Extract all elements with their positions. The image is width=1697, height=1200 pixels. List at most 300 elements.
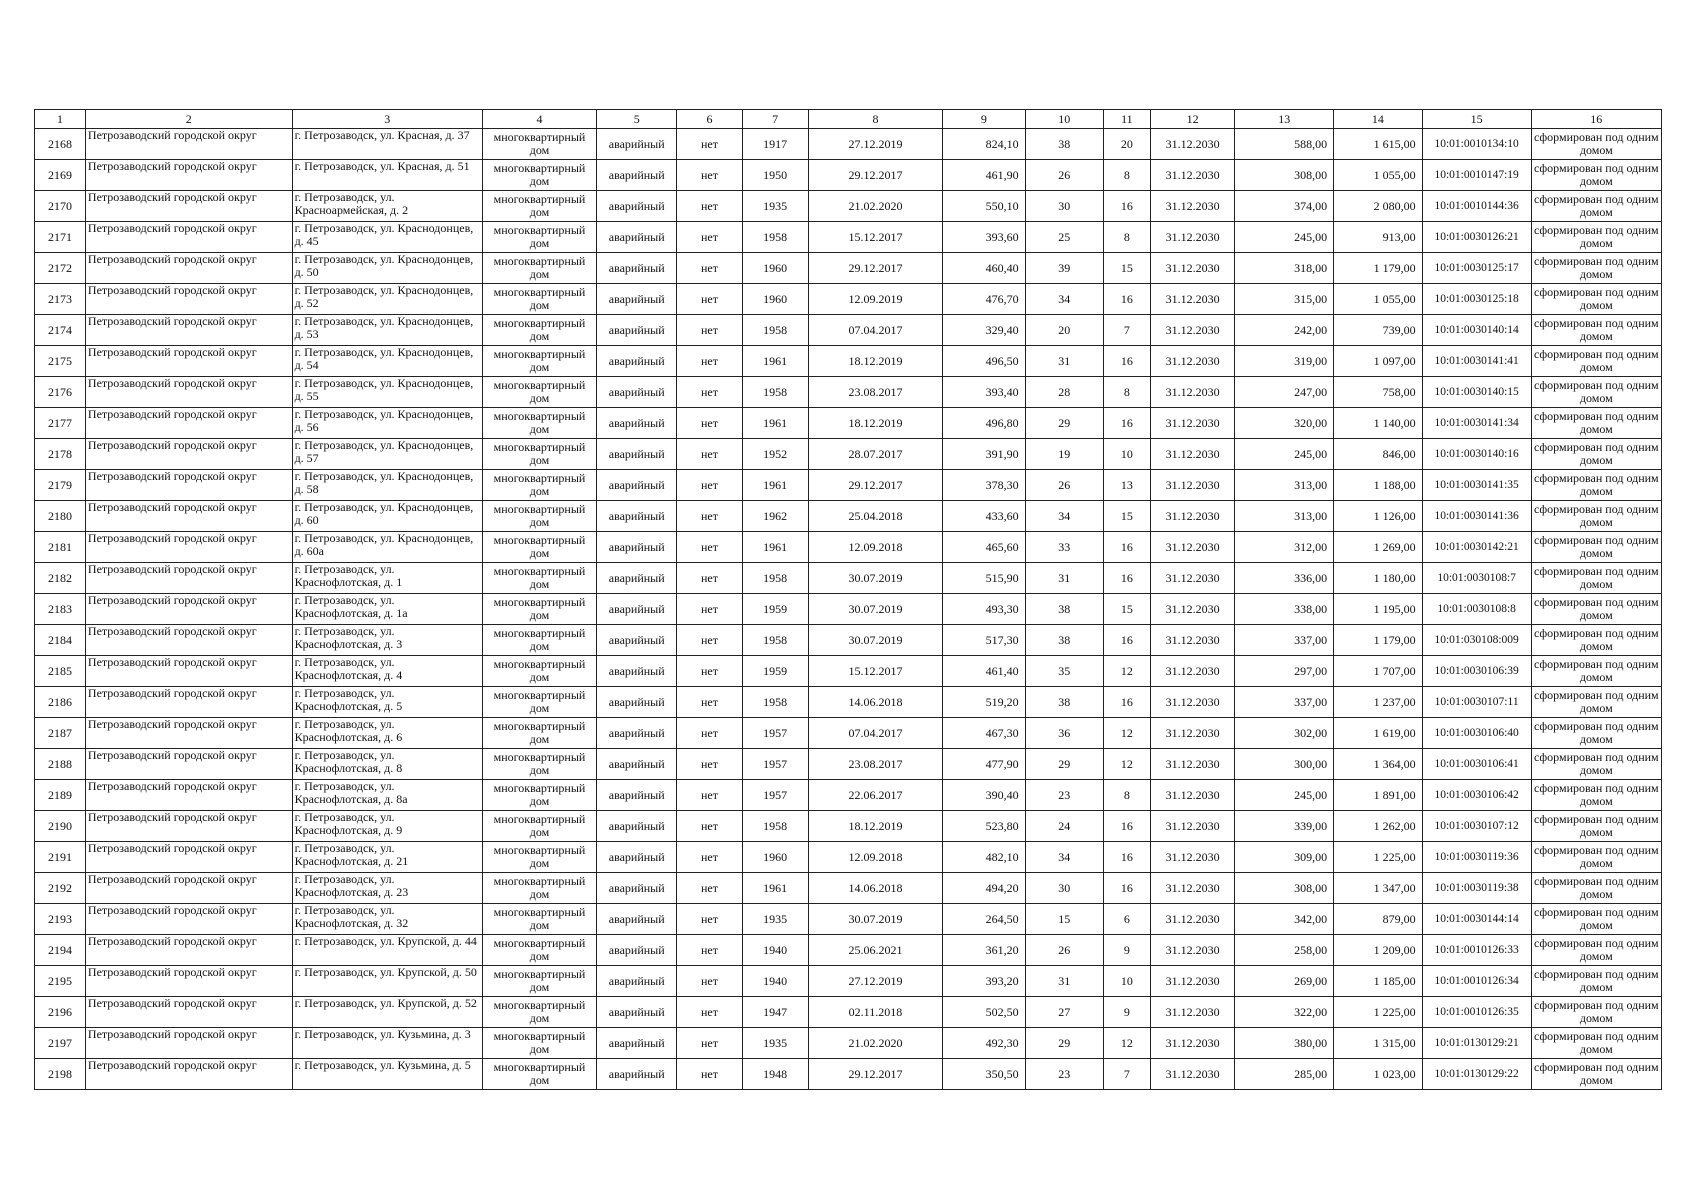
cell-plot-status: сформирован под одним домом [1531, 842, 1661, 873]
cell-plot-status: сформирован под одним домом [1531, 346, 1661, 377]
table-row [35, 842, 1662, 873]
cell-plot-status: сформирован под одним домом [1531, 780, 1661, 811]
cell-build-year: 1959 [742, 656, 808, 687]
register-sheet [34, 109, 1662, 1090]
cell-residents: 19 [1025, 439, 1103, 470]
cell-flats: 7 [1104, 315, 1151, 346]
cell-total-area: 465,60 [943, 532, 1025, 563]
cell-cadastral-number: 10:01:0030108:8 [1422, 594, 1531, 625]
cell-plot-status: сформирован под одним домом [1531, 222, 1661, 253]
cell-resettlement-date: 31.12.2030 [1150, 253, 1235, 284]
cell-house-type: многоквартирный дом [482, 904, 596, 935]
cell-row-number: 2186 [35, 687, 86, 718]
cell-house-type: многоквартирный дом [482, 160, 596, 191]
cell-row-number: 2178 [35, 439, 86, 470]
cell-house-type: многоквартирный дом [482, 749, 596, 780]
cell-land-area: 309,00 [1235, 842, 1334, 873]
cell-plot-status: сформирован под одним домом [1531, 439, 1661, 470]
cell-flats: 16 [1104, 532, 1151, 563]
cell-house-type: многоквартирный дом [482, 501, 596, 532]
cell-flats: 16 [1104, 191, 1151, 222]
cell-total-area: 461,40 [943, 656, 1025, 687]
cell-plot-status: сформирован под одним домом [1531, 377, 1661, 408]
cell-land-area: 300,00 [1235, 749, 1334, 780]
cell-municipality: Петрозаводский городской округ [85, 563, 292, 594]
table-row [35, 284, 1662, 315]
cell-build-year: 1960 [742, 842, 808, 873]
cell-recognition-date: 29.12.2017 [808, 253, 942, 284]
cell-land-plot-area: 913,00 [1334, 222, 1423, 253]
cell-residents: 31 [1025, 346, 1103, 377]
table-row [35, 377, 1662, 408]
cell-land-area: 380,00 [1235, 1028, 1334, 1059]
cell-total-area: 378,30 [943, 470, 1025, 501]
cell-municipality: Петрозаводский городской округ [85, 129, 292, 160]
cell-resettlement-date: 31.12.2030 [1150, 284, 1235, 315]
cell-build-year: 1947 [742, 997, 808, 1028]
cell-house-type: многоквартирный дом [482, 842, 596, 873]
cell-resettlement-date: 31.12.2030 [1150, 749, 1235, 780]
cell-address: г. Петрозаводск, ул. Краснодонцев, д. 54 [292, 346, 482, 377]
cell-land-area: 313,00 [1235, 501, 1334, 532]
cell-flats: 16 [1104, 408, 1151, 439]
cell-land-plot-area: 1 179,00 [1334, 253, 1423, 284]
cell-row-number: 2176 [35, 377, 86, 408]
cell-recognition-date: 15.12.2017 [808, 222, 942, 253]
cell-address: г. Петрозаводск, ул. Краснофлотская, д. 8а [292, 780, 482, 811]
cell-address: г. Петрозаводск, ул. Краснофлотская, д. 23 [292, 873, 482, 904]
cell-recognition-date: 12.09.2018 [808, 532, 942, 563]
cell-land-area: 258,00 [1235, 935, 1334, 966]
cell-municipality: Петрозаводский городской округ [85, 222, 292, 253]
cell-land-plot-area: 2 080,00 [1334, 191, 1423, 222]
cell-build-year: 1958 [742, 222, 808, 253]
cell-residents: 34 [1025, 501, 1103, 532]
cell-row-number: 2175 [35, 346, 86, 377]
cell-residents: 34 [1025, 284, 1103, 315]
cell-flats: 16 [1104, 873, 1151, 904]
cell-recognition-date: 29.12.2017 [808, 1059, 942, 1090]
cell-resettlement-date: 31.12.2030 [1150, 718, 1235, 749]
cell-plot-status: сформирован под одним домом [1531, 873, 1661, 904]
cell-flag: нет [677, 377, 742, 408]
column-number-header [35, 110, 1662, 129]
cell-address: г. Петрозаводск, ул. Красная, д. 37 [292, 129, 482, 160]
column-header-11: 11 [1104, 110, 1151, 129]
cell-address: г. Петрозаводск, ул. Краснодонцев, д. 53 [292, 315, 482, 346]
cell-row-number: 2172 [35, 253, 86, 284]
cell-house-status: аварийный [597, 687, 677, 718]
cell-build-year: 1958 [742, 625, 808, 656]
cell-total-area: 391,90 [943, 439, 1025, 470]
table-body [35, 129, 1662, 1090]
table-row [35, 718, 1662, 749]
cell-plot-status: сформирован под одним домом [1531, 625, 1661, 656]
cell-build-year: 1917 [742, 129, 808, 160]
cell-municipality: Петрозаводский городской округ [85, 811, 292, 842]
cell-residents: 35 [1025, 656, 1103, 687]
cell-total-area: 496,80 [943, 408, 1025, 439]
cell-land-plot-area: 1 347,00 [1334, 873, 1423, 904]
cell-land-plot-area: 1 269,00 [1334, 532, 1423, 563]
cell-build-year: 1961 [742, 408, 808, 439]
cell-house-status: аварийный [597, 470, 677, 501]
cell-house-type: многоквартирный дом [482, 966, 596, 997]
cell-flats: 16 [1104, 811, 1151, 842]
cell-address: г. Петрозаводск, ул. Краснофлотская, д. 9 [292, 811, 482, 842]
cell-resettlement-date: 31.12.2030 [1150, 222, 1235, 253]
cell-address: г. Петрозаводск, ул. Краснофлотская, д. 6 [292, 718, 482, 749]
cell-resettlement-date: 31.12.2030 [1150, 501, 1235, 532]
cell-row-number: 2181 [35, 532, 86, 563]
cell-plot-status: сформирован под одним домом [1531, 718, 1661, 749]
cell-resettlement-date: 31.12.2030 [1150, 811, 1235, 842]
cell-address: г. Петрозаводск, ул. Краснодонцев, д. 56 [292, 408, 482, 439]
cell-plot-status: сформирован под одним домом [1531, 563, 1661, 594]
cell-resettlement-date: 31.12.2030 [1150, 780, 1235, 811]
cell-address: г. Петрозаводск, ул. Краснофлотская, д. 5 [292, 687, 482, 718]
cell-residents: 38 [1025, 129, 1103, 160]
cell-flag: нет [677, 1028, 742, 1059]
cell-build-year: 1940 [742, 935, 808, 966]
cell-flats: 8 [1104, 377, 1151, 408]
cell-residents: 24 [1025, 811, 1103, 842]
cell-recognition-date: 28.07.2017 [808, 439, 942, 470]
table-row [35, 129, 1662, 160]
cell-flag: нет [677, 253, 742, 284]
cell-house-status: аварийный [597, 532, 677, 563]
cell-land-plot-area: 739,00 [1334, 315, 1423, 346]
cell-cadastral-number: 10:01:0030119:38 [1422, 873, 1531, 904]
cell-municipality: Петрозаводский городской округ [85, 284, 292, 315]
cell-flag: нет [677, 656, 742, 687]
cell-land-area: 297,00 [1235, 656, 1334, 687]
cell-house-status: аварийный [597, 439, 677, 470]
cell-plot-status: сформирован под одним домом [1531, 284, 1661, 315]
cell-flag: нет [677, 470, 742, 501]
cell-row-number: 2188 [35, 749, 86, 780]
cell-total-area: 264,50 [943, 904, 1025, 935]
cell-land-plot-area: 879,00 [1334, 904, 1423, 935]
cell-land-plot-area: 758,00 [1334, 377, 1423, 408]
table-row [35, 222, 1662, 253]
cell-municipality: Петрозаводский городской округ [85, 470, 292, 501]
cell-row-number: 2182 [35, 563, 86, 594]
cell-build-year: 1950 [742, 160, 808, 191]
table-row [35, 253, 1662, 284]
cell-land-area: 242,00 [1235, 315, 1334, 346]
cell-municipality: Петрозаводский городской округ [85, 997, 292, 1028]
cell-house-status: аварийный [597, 160, 677, 191]
cell-address: г. Петрозаводск, ул. Краснофлотская, д. 8 [292, 749, 482, 780]
column-header-14: 14 [1334, 110, 1423, 129]
cell-address: г. Петрозаводск, ул. Краснофлотская, д. 21 [292, 842, 482, 873]
cell-address: г. Петрозаводск, ул. Краснофлотская, д. 32 [292, 904, 482, 935]
cell-land-plot-area: 1 225,00 [1334, 997, 1423, 1028]
cell-land-area: 320,00 [1235, 408, 1334, 439]
cell-address: г. Петрозаводск, ул. Красноармейская, д. 2 [292, 191, 482, 222]
table-row [35, 625, 1662, 656]
cell-municipality: Петрозаводский городской округ [85, 594, 292, 625]
cell-land-area: 269,00 [1235, 966, 1334, 997]
cell-total-area: 482,10 [943, 842, 1025, 873]
cell-flag: нет [677, 842, 742, 873]
table-row [35, 594, 1662, 625]
cell-row-number: 2192 [35, 873, 86, 904]
cell-land-plot-area: 1 140,00 [1334, 408, 1423, 439]
cell-house-status: аварийный [597, 780, 677, 811]
cell-land-area: 308,00 [1235, 873, 1334, 904]
cell-house-type: многоквартирный дом [482, 470, 596, 501]
cell-recognition-date: 23.08.2017 [808, 749, 942, 780]
cell-build-year: 1957 [742, 780, 808, 811]
cell-cadastral-number: 10:01:0030108:7 [1422, 563, 1531, 594]
cell-flag: нет [677, 563, 742, 594]
cell-total-area: 517,30 [943, 625, 1025, 656]
cell-house-status: аварийный [597, 191, 677, 222]
cell-house-status: аварийный [597, 811, 677, 842]
cell-row-number: 2174 [35, 315, 86, 346]
cell-build-year: 1958 [742, 563, 808, 594]
column-header-8: 8 [808, 110, 942, 129]
cell-recognition-date: 18.12.2019 [808, 408, 942, 439]
cell-flats: 9 [1104, 997, 1151, 1028]
cell-residents: 38 [1025, 594, 1103, 625]
cell-cadastral-number: 10:01:0030107:11 [1422, 687, 1531, 718]
cell-house-type: многоквартирный дом [482, 935, 596, 966]
cell-land-plot-area: 1 023,00 [1334, 1059, 1423, 1090]
cell-row-number: 2194 [35, 935, 86, 966]
cell-row-number: 2168 [35, 129, 86, 160]
cell-land-area: 374,00 [1235, 191, 1334, 222]
cell-address: г. Петрозаводск, ул. Краснодонцев, д. 58 [292, 470, 482, 501]
cell-total-area: 493,30 [943, 594, 1025, 625]
table-row [35, 191, 1662, 222]
cell-recognition-date: 07.04.2017 [808, 315, 942, 346]
cell-house-status: аварийный [597, 377, 677, 408]
cell-land-plot-area: 1 185,00 [1334, 966, 1423, 997]
cell-residents: 28 [1025, 377, 1103, 408]
cell-flats: 8 [1104, 222, 1151, 253]
cell-build-year: 1935 [742, 1028, 808, 1059]
cell-plot-status: сформирован под одним домом [1531, 1028, 1661, 1059]
cell-row-number: 2195 [35, 966, 86, 997]
cell-flag: нет [677, 904, 742, 935]
cell-total-area: 502,50 [943, 997, 1025, 1028]
cell-house-type: многоквартирный дом [482, 129, 596, 160]
table-row [35, 966, 1662, 997]
cell-land-area: 312,00 [1235, 532, 1334, 563]
cell-plot-status: сформирован под одним домом [1531, 904, 1661, 935]
cell-land-area: 338,00 [1235, 594, 1334, 625]
cell-residents: 25 [1025, 222, 1103, 253]
cell-house-type: многоквартирный дом [482, 625, 596, 656]
cell-row-number: 2180 [35, 501, 86, 532]
cell-land-area: 245,00 [1235, 780, 1334, 811]
cell-recognition-date: 22.06.2017 [808, 780, 942, 811]
cell-flag: нет [677, 594, 742, 625]
cell-row-number: 2183 [35, 594, 86, 625]
cell-cadastral-number: 10:01:0030140:14 [1422, 315, 1531, 346]
table-row [35, 160, 1662, 191]
cell-recognition-date: 18.12.2019 [808, 811, 942, 842]
cell-resettlement-date: 31.12.2030 [1150, 1028, 1235, 1059]
cell-recognition-date: 14.06.2018 [808, 873, 942, 904]
cell-recognition-date: 29.12.2017 [808, 470, 942, 501]
cell-flats: 16 [1104, 563, 1151, 594]
cell-flats: 15 [1104, 253, 1151, 284]
cell-land-plot-area: 1 195,00 [1334, 594, 1423, 625]
table-row [35, 904, 1662, 935]
cell-house-type: многоквартирный дом [482, 594, 596, 625]
cell-plot-status: сформирован под одним домом [1531, 129, 1661, 160]
cell-municipality: Петрозаводский городской округ [85, 718, 292, 749]
cell-municipality: Петрозаводский городской округ [85, 966, 292, 997]
cell-flag: нет [677, 346, 742, 377]
cell-residents: 34 [1025, 842, 1103, 873]
cell-build-year: 1958 [742, 811, 808, 842]
cell-row-number: 2173 [35, 284, 86, 315]
cell-total-area: 492,30 [943, 1028, 1025, 1059]
cell-cadastral-number: 10:01:0010126:33 [1422, 935, 1531, 966]
cell-house-type: многоквартирный дом [482, 656, 596, 687]
cell-total-area: 476,70 [943, 284, 1025, 315]
cell-house-status: аварийный [597, 842, 677, 873]
cell-address: г. Петрозаводск, ул. Краснофлотская, д. 1а [292, 594, 482, 625]
cell-row-number: 2170 [35, 191, 86, 222]
cell-house-type: многоквартирный дом [482, 1028, 596, 1059]
cell-residents: 15 [1025, 904, 1103, 935]
cell-land-plot-area: 1 225,00 [1334, 842, 1423, 873]
cell-plot-status: сформирован под одним домом [1531, 656, 1661, 687]
cell-municipality: Петрозаводский городской округ [85, 656, 292, 687]
cell-total-area: 515,90 [943, 563, 1025, 594]
cell-address: г. Петрозаводск, ул. Крупской, д. 50 [292, 966, 482, 997]
cell-land-plot-area: 1 707,00 [1334, 656, 1423, 687]
cell-land-area: 247,00 [1235, 377, 1334, 408]
cell-land-plot-area: 1 237,00 [1334, 687, 1423, 718]
cell-total-area: 393,20 [943, 966, 1025, 997]
cell-row-number: 2197 [35, 1028, 86, 1059]
cell-row-number: 2187 [35, 718, 86, 749]
cell-address: г. Петрозаводск, ул. Краснодонцев, д. 50 [292, 253, 482, 284]
cell-land-plot-area: 1 179,00 [1334, 625, 1423, 656]
cell-flag: нет [677, 749, 742, 780]
cell-land-area: 315,00 [1235, 284, 1334, 315]
cell-cadastral-number: 10:01:0030141:41 [1422, 346, 1531, 377]
cell-cadastral-number: 10:01:0030107:12 [1422, 811, 1531, 842]
cell-municipality: Петрозаводский городской округ [85, 749, 292, 780]
cell-address: г. Петрозаводск, ул. Кузьмина, д. 5 [292, 1059, 482, 1090]
cell-cadastral-number: 10:01:0130129:21 [1422, 1028, 1531, 1059]
cell-address: г. Петрозаводск, ул. Краснодонцев, д. 52 [292, 284, 482, 315]
cell-house-status: аварийный [597, 284, 677, 315]
cell-flag: нет [677, 408, 742, 439]
cell-recognition-date: 30.07.2019 [808, 594, 942, 625]
column-header-10: 10 [1025, 110, 1103, 129]
cell-recognition-date: 21.02.2020 [808, 1028, 942, 1059]
cell-cadastral-number: 10:01:0030106:41 [1422, 749, 1531, 780]
cell-plot-status: сформирован под одним домом [1531, 191, 1661, 222]
cell-flats: 20 [1104, 129, 1151, 160]
cell-plot-status: сформирован под одним домом [1531, 687, 1661, 718]
cell-cadastral-number: 10:01:0010144:36 [1422, 191, 1531, 222]
table-row [35, 873, 1662, 904]
cell-municipality: Петрозаводский городской округ [85, 160, 292, 191]
cell-build-year: 1961 [742, 873, 808, 904]
cell-house-status: аварийный [597, 625, 677, 656]
cell-address: г. Петрозаводск, ул. Краснодонцев, д. 60а [292, 532, 482, 563]
cell-address: г. Петрозаводск, ул. Краснофлотская, д. 1 [292, 563, 482, 594]
table-row [35, 1059, 1662, 1090]
cell-house-status: аварийный [597, 1059, 677, 1090]
cell-house-type: многоквартирный дом [482, 873, 596, 904]
cell-flag: нет [677, 439, 742, 470]
cell-flats: 15 [1104, 594, 1151, 625]
cell-house-type: многоквартирный дом [482, 253, 596, 284]
cell-residents: 29 [1025, 1028, 1103, 1059]
cell-land-area: 245,00 [1235, 439, 1334, 470]
cell-total-area: 467,30 [943, 718, 1025, 749]
cell-residents: 30 [1025, 191, 1103, 222]
cell-house-status: аварийный [597, 253, 677, 284]
cell-flag: нет [677, 780, 742, 811]
cell-residents: 31 [1025, 966, 1103, 997]
column-header-5: 5 [597, 110, 677, 129]
cell-house-status: аварийный [597, 997, 677, 1028]
cell-flats: 7 [1104, 1059, 1151, 1090]
cell-land-area: 308,00 [1235, 160, 1334, 191]
cell-house-status: аварийный [597, 749, 677, 780]
cell-plot-status: сформирован под одним домом [1531, 997, 1661, 1028]
cell-address: г. Петрозаводск, ул. Кузьмина, д. 3 [292, 1028, 482, 1059]
cell-build-year: 1948 [742, 1059, 808, 1090]
table-row [35, 532, 1662, 563]
cell-municipality: Петрозаводский городской округ [85, 253, 292, 284]
cell-row-number: 2171 [35, 222, 86, 253]
cell-total-area: 494,20 [943, 873, 1025, 904]
cell-resettlement-date: 31.12.2030 [1150, 687, 1235, 718]
cell-build-year: 1960 [742, 253, 808, 284]
cell-recognition-date: 30.07.2019 [808, 563, 942, 594]
cell-municipality: Петрозаводский городской округ [85, 408, 292, 439]
cell-house-status: аварийный [597, 346, 677, 377]
cell-municipality: Петрозаводский городской округ [85, 439, 292, 470]
cell-plot-status: сформирован под одним домом [1531, 470, 1661, 501]
column-header-2: 2 [85, 110, 292, 129]
cell-build-year: 1958 [742, 377, 808, 408]
cell-land-area: 313,00 [1235, 470, 1334, 501]
cell-cadastral-number: 10:01:0010147:19 [1422, 160, 1531, 191]
cell-recognition-date: 27.12.2019 [808, 966, 942, 997]
cell-flag: нет [677, 501, 742, 532]
cell-land-area: 322,00 [1235, 997, 1334, 1028]
cell-resettlement-date: 31.12.2030 [1150, 842, 1235, 873]
cell-build-year: 1960 [742, 284, 808, 315]
cell-build-year: 1958 [742, 687, 808, 718]
cell-resettlement-date: 31.12.2030 [1150, 997, 1235, 1028]
cell-plot-status: сформирован под одним домом [1531, 594, 1661, 625]
cell-house-status: аварийный [597, 904, 677, 935]
header-row [35, 110, 1662, 129]
cell-flag: нет [677, 1059, 742, 1090]
cell-flats: 16 [1104, 842, 1151, 873]
cell-residents: 36 [1025, 718, 1103, 749]
cell-residents: 38 [1025, 687, 1103, 718]
cell-land-plot-area: 1 315,00 [1334, 1028, 1423, 1059]
cell-cadastral-number: 10:01:0030144:14 [1422, 904, 1531, 935]
cell-resettlement-date: 31.12.2030 [1150, 625, 1235, 656]
